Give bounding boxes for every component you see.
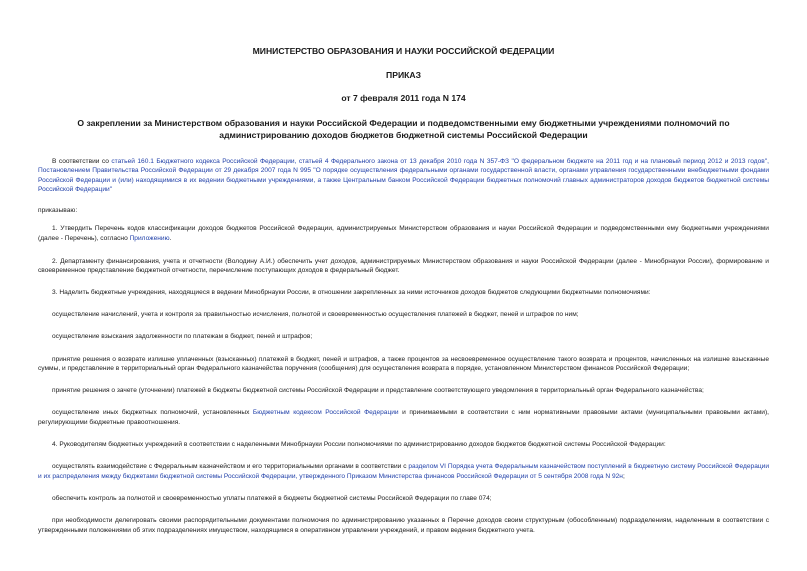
paragraph-3-item-other — [38, 408, 769, 427]
appendix-link[interactable]: Приложению — [129, 234, 170, 242]
paragraph-3-item-refund: принятие решения о возврате излишне уплаченных (взысканных) платежей в бюджет, пеней и штрафов, а также процентов за несвоевременное осуществление такого возврата и процентов, начисленных на излишне взысканные суммы, и представление в территориальный орган Федерального казначейства поручения (сообщения) для осуществления возврата в порядке, установленном Министерством финансов Российской Федерации; — [38, 355, 769, 372]
budget-code-link[interactable]: Бюджетным кодексом Российской Федерации — [252, 409, 399, 417]
document-type: ПРИКАЗ — [386, 70, 421, 80]
paragraph-1-end: . — [169, 234, 172, 242]
paragraph-3-item-accrual: осуществление начислений, учета и контроля за правильностью исчисления, полнотой и своевременностью осуществления платежей в бюджет, пеней и штрафов по ним; — [52, 310, 579, 318]
paragraph-3: 3. Наделить бюджетные учреждения, находящиеся в ведении Минобрнауки России, в отношении закрепленных за ними источников доходов бюджетов следующими бюджетными полномочиями: — [52, 288, 651, 296]
document-title: О закреплении за Министерством образования и науки Российской Федерации и подведомственными ему бюджетными учреждениями полномочий по администрированию доходов бюджетов бюджетной системы Российской Федерации — [77, 118, 730, 140]
paragraph-4-item-control: обеспечить контроль за полнотой и своевременностью уплаты платежей в бюджеты бюджетной системы Российской Федерации по главе 074; — [52, 494, 492, 502]
preamble-paragraph — [38, 157, 769, 194]
paragraph-2: 2. Департаменту финансирования, учета и отчетности (Володину А.И.) обеспечить учет доходов, администрируемых Министерством образования и науки Российской Федерации (далее - Минобрнауки России), формирование и своевременное представление бюджетной отчетности, перечисление поступающих доходов в федеральный бюджет. — [38, 258, 769, 275]
ministry-name: МИНИСТЕРСТВО ОБРАЗОВАНИЯ И НАУКИ РОССИЙСКОЙ ФЕДЕРАЦИИ — [252, 46, 555, 56]
preamble-text: В соответствии со — [52, 158, 112, 165]
paragraph-4-item-delegation: при необходимости делегировать своими распорядительными документами полномочия по администрированию указанных в Перечне доходов своим структурным (обособленным) подразделениям, наделенным в соответствии с утвержденными положениями об этих подразделениях имуществом, находящимся в оперативном управлении учреждений, и правом ведения бюджетного учета. — [38, 517, 769, 534]
preamble-legal-link[interactable]: статьей 160.1 Бюджетного кодекса Российской Федерации, статьей 4 Федерального закона от 13 декабря 2010 года N 357-ФЗ "О федеральном бюджете на 2011 год и на плановый период 2012 и 2013 годов", Постановлением Правительства Российской Федерации от 29 декабря 2007 года N 995 "О порядке осуществления федеральными органами государственной власти, органами управления государственными внебюджетными фондами Российской Федерации и (или) находящимися в их ведении бюджетными учреждениями, а также Центральным банком Российской Федерации бюджетных полномочий главных администраторов доходов бюджетов бюджетной системы Российской Федерации" — [38, 158, 769, 193]
treasury-order-link[interactable]: разделом VI Порядка учета Федеральным казначейством поступлений в бюджетную систему Российской Федерации и их распределения между бюджетами бюджетной системы Российской Федерации, утвержденного Приказом Министерства финансов Российской Федерации от 5 сентября 2008 года N 92н — [38, 463, 770, 480]
paragraph-3-other-text: осуществление иных бюджетных полномочий, установленных — [52, 409, 253, 417]
paragraph-1-text: 1. Утвердить Перечень кодов классификации доходов бюджетов Российской Федерации, администрируемых Министерством образования и науки Российской Федерации и подведомственными ему бюджетными учреждениями (далее - Перечень), согласно — [38, 225, 769, 242]
paragraph-3-item-collection: осуществление взыскания задолженности по платежам в бюджет, пеней и штрафов; — [52, 333, 313, 341]
paragraph-4-item-interaction — [38, 462, 769, 481]
paragraph-1 — [38, 224, 769, 243]
paragraph-4-interaction-end: ; — [622, 472, 625, 480]
paragraph-4-interaction-text: осуществлять взаимодействие с Федеральным казначейством и его территориальными органами в соответствии с — [52, 463, 409, 471]
paragraph-3-item-offset: принятие решения о зачете (уточнении) платежей в бюджеты бюджетной системы Российской Федерации и представление соответствующего уведомления в территориальный орган Федерального казначейства; — [52, 387, 704, 395]
paragraph-4: 4. Руководителям бюджетных учреждений в соответствии с наделенными Минобрнауки России полномочиями по администрированию доходов бюджетов бюджетной системы Российской Федерации: — [52, 441, 666, 449]
document-date-number: от 7 февраля 2011 года N 174 — [341, 93, 466, 103]
paragraph-3-other-end: и принимаемыми в соответствии с ним нормативными правовыми актами (муниципальными правовыми актами), регулирующими бюджетные правоотношения. — [38, 409, 769, 426]
order-word: приказываю: — [38, 207, 78, 215]
